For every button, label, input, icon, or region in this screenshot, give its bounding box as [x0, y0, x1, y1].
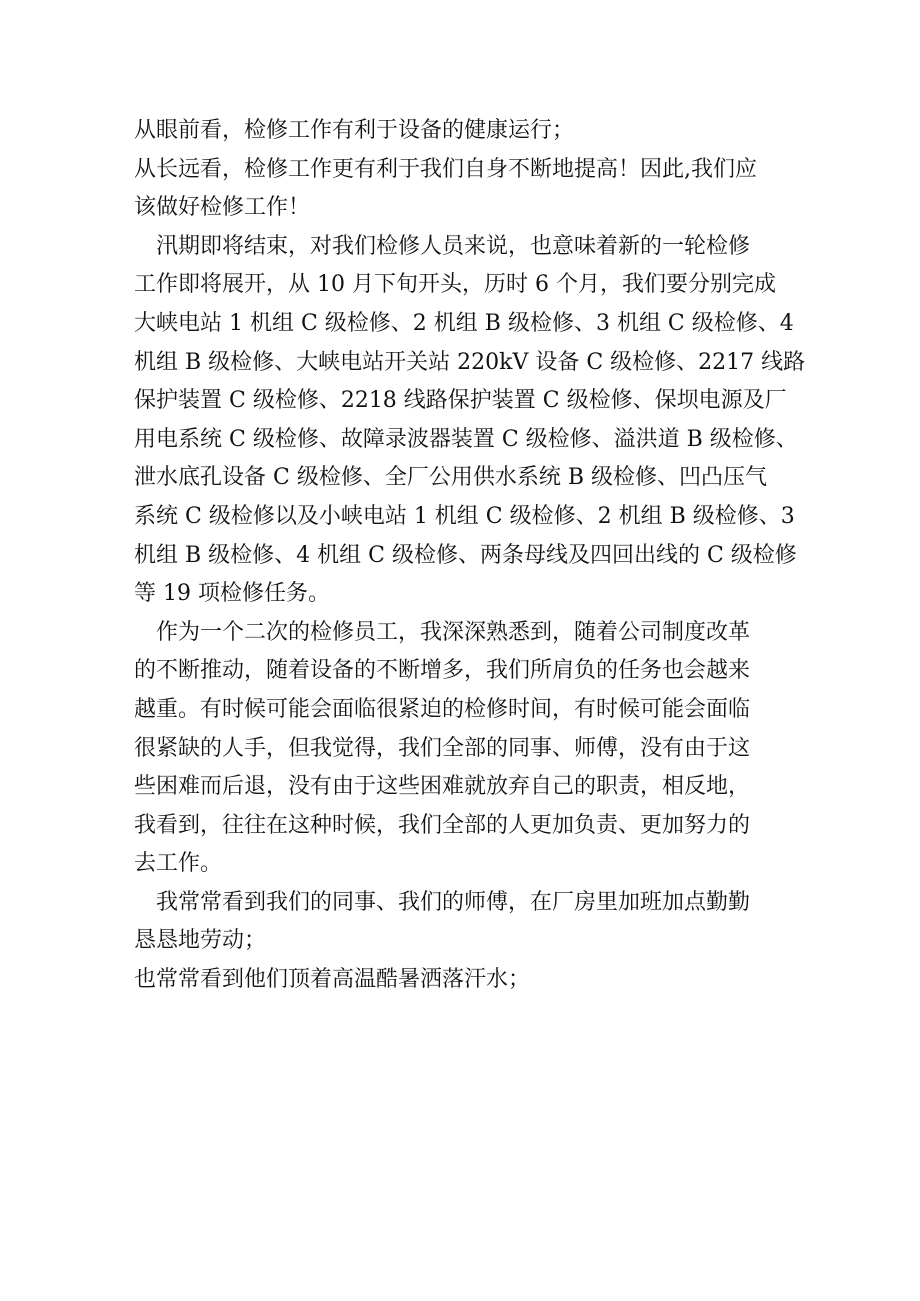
text-line: 系统 C 级检修以及小峡电站 1 机组 C 级检修、2 机组 B 级检修、3	[134, 503, 795, 529]
text-line: 工作即将展开，从 10 月下旬开头，历时 6 个月，我们要分别完成	[134, 272, 776, 298]
text-line: 汛期即将结束，对我们检修人员来说，也意味着新的一轮检修	[134, 233, 751, 259]
text-line: 该做好检修工作！	[134, 195, 311, 221]
text-line: 保护装置 C 级检修、2218 线路保护装置 C 级检修、保坝电源及厂	[134, 388, 787, 414]
text-line: 我看到，往往在这种时候，我们全部的人更加负责、更加努力的	[134, 812, 751, 838]
text-line: 很紧缺的人手，但我觉得，我们全部的同事、师傅，没有由于这	[134, 735, 751, 761]
text-line: 也常常看到他们顶着高温酷暑洒落汗水；	[134, 967, 531, 993]
document-body	[134, 112, 814, 1000]
text-line: 等 19 项检修任务。	[134, 581, 330, 607]
text-line: 从长远看，检修工作更有利于我们自身不断地提高！因此,我们应	[134, 156, 757, 182]
text-line: 恳恳地劳动；	[134, 928, 267, 954]
text-line: 去工作。	[134, 851, 223, 877]
text-line: 机组 B 级检修、4 机组 C 级检修、两条母线及四回出线的 C 级检修	[134, 542, 797, 568]
text-line: 作为一个二次的检修员工，我深深熟悉到，随着公司制度改革	[134, 619, 751, 645]
text-line: 大峡电站 1 机组 C 级检修、2 机组 B 级检修、3 机组 C 级检修、4	[134, 310, 794, 336]
text-line: 越重。有时候可能会面临很紧迫的检修时间，有时候可能会面临	[134, 696, 751, 722]
text-line: 些困难而后退，没有由于这些困难就放弃自己的职责，相反地，	[134, 774, 751, 800]
text-line: 泄水底孔设备 C 级检修、全厂公用供水系统 B 级检修、凹凸压气	[134, 465, 767, 491]
text-line: 机组 B 级检修、大峡电站开关站 220kV 设备 C 级检修、2217 线路	[134, 349, 806, 375]
text-line: 我常常看到我们的同事、我们的师傅，在厂房里加班加点勤勤	[134, 889, 751, 915]
text-line: 从眼前看，检修工作有利于设备的健康运行；	[134, 118, 575, 143]
text-line: 的不断推动，随着设备的不断增多，我们所肩负的任务也会越来	[134, 658, 751, 684]
text-line: 用电系统 C 级检修、故障录波器装置 C 级检修、溢洪道 B 级检修、	[134, 426, 798, 452]
